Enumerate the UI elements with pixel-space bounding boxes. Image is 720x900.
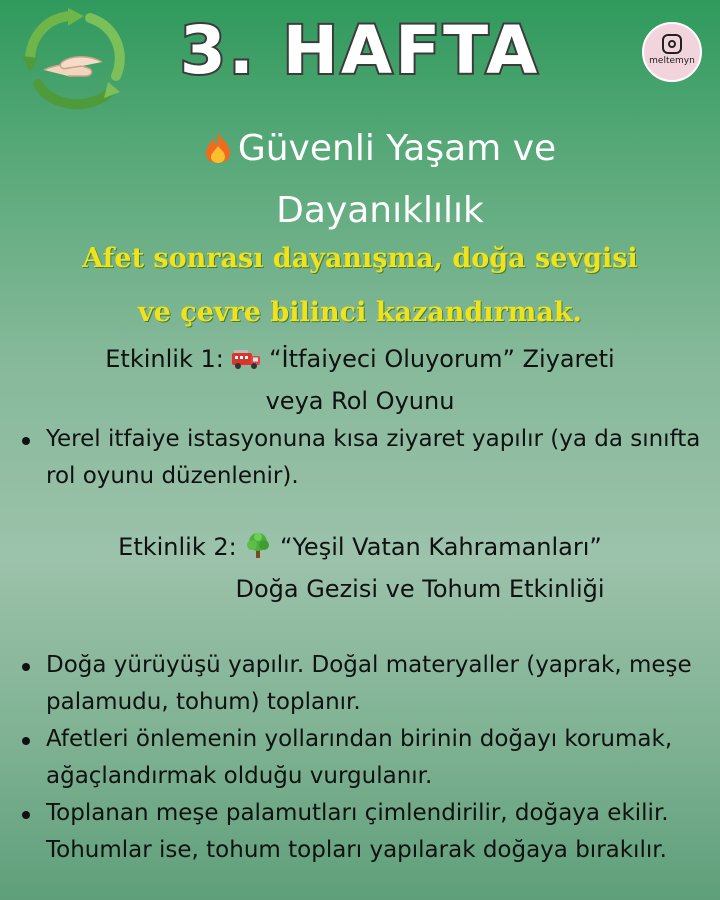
activity-2-line-2: Doğa Gezisi ve Tohum Etkinliği xyxy=(235,575,605,603)
subtitle xyxy=(120,118,640,242)
page-title: 3. HAFTA xyxy=(179,12,541,89)
instagram-handle: meltemyn xyxy=(649,56,695,66)
activity-2-line-1 xyxy=(40,528,680,570)
subtitle-line-2: Dayanıklılık xyxy=(276,190,484,231)
activity-2-heading xyxy=(40,528,680,608)
subtitle-line-1 xyxy=(120,118,640,180)
activity-1-line-2: veya Rol Oyunu xyxy=(265,387,455,415)
activity-2-title: “Yeşil Vatan Kahramanları” xyxy=(280,533,602,561)
activity-1-title: “İtfaiyeci Oluyorum” Ziyareti xyxy=(269,345,615,373)
subtitle-text-1: Güvenli Yaşam ve xyxy=(237,128,557,169)
activity-1-line-1 xyxy=(40,340,680,382)
list-item: Doğa yürüyüşü yapılır. Doğal materyaller (yaprak, meşe palamudu, tohum) toplanır. xyxy=(18,647,708,721)
goal-text xyxy=(0,232,720,340)
fire-truck-icon xyxy=(231,344,261,382)
activity-1-prefix: Etkinlik 1: xyxy=(105,345,224,373)
activity-2-prefix: Etkinlik 2: xyxy=(118,533,237,561)
goal-line-2: ve çevre bilinci kazandırmak. xyxy=(138,297,582,328)
activity-1-heading xyxy=(40,340,680,420)
activity-2-list xyxy=(18,647,708,869)
list-item: Toplanan meşe palamutları çimlendirilir, doğaya ekilir. Tohumlar ise, tohum topları yapılarak doğaya bırakılır. xyxy=(18,795,708,869)
fire-icon xyxy=(204,122,232,154)
list-item: Afetleri önlemenin yollarından birinin doğayı korumak, ağaçlandırmak olduğu vurgulanır. xyxy=(18,721,708,795)
list-item: Yerel itfaiye istasyonuna kısa ziyaret yapılır (ya da sınıfta rol oyunu düzenlenir). xyxy=(18,421,708,495)
tree-icon xyxy=(244,531,272,570)
activity-1-list xyxy=(18,421,708,495)
goal-line-1: Afet sonrası dayanışma, doğa sevgisi xyxy=(82,243,638,274)
